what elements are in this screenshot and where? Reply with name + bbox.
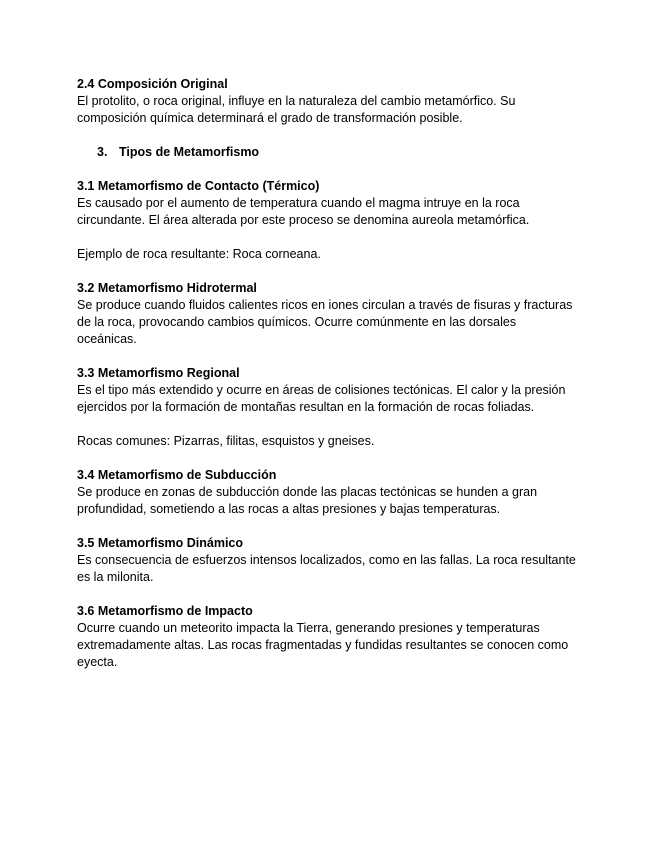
section-3-1 (77, 178, 577, 263)
section-heading: 3.5 Metamorfismo Dinámico (77, 536, 244, 550)
section-paragraph: Es consecuencia de esfuerzos intensos localizados, como en las fallas. La roca resultante es la milonita. (77, 553, 576, 584)
section-3-5 (77, 535, 577, 586)
section-paragraph: Ejemplo de roca resultante: Roca corneana. (77, 247, 321, 261)
section-paragraph: Rocas comunes: Pizarras, filitas, esquistos y gneises. (77, 434, 375, 448)
section-paragraph: El protolito, o roca original, influye en la naturaleza del cambio metamórfico. Su composición química determinará el grado de transformación posible. (77, 94, 516, 125)
section-heading: 3.1 Metamorfismo de Contacto (Térmico) (77, 179, 320, 193)
section-heading: 2.4 Composición Original (77, 77, 228, 91)
section-paragraph: Ocurre cuando un meteorito impacta la Tierra, generando presiones y temperaturas extremadamente altas. Las rocas fragmentadas y fundidas resultantes se conocen como eyecta. (77, 621, 569, 669)
section-paragraph: Se produce en zonas de subducción donde las placas tectónicas se hunden a gran profundidad, sometiendo a las rocas a altas presiones y bajas temperaturas. (77, 485, 538, 516)
section-heading: 3.3 Metamorfismo Regional (77, 366, 240, 380)
section-paragraph: Es el tipo más extendido y ocurre en áreas de colisiones tectónicas. El calor y la presión ejercidos por la formación de montañas resultan en la formación de rocas foliadas. (77, 383, 566, 414)
section-3-4 (77, 467, 577, 518)
section-3-3 (77, 365, 577, 450)
major-heading-3 (77, 144, 577, 161)
major-heading-number: 3. (97, 145, 108, 159)
section-heading: 3.6 Metamorfismo de Impacto (77, 604, 253, 618)
section-paragraph: Es causado por el aumento de temperatura cuando el magma intruye en la roca circundante. El área alterada por este proceso se denomina aureola metamórfica. (77, 196, 530, 227)
section-2-4 (77, 76, 577, 127)
section-heading: 3.2 Metamorfismo Hidrotermal (77, 281, 257, 295)
section-3-2 (77, 280, 577, 348)
section-3-6 (77, 603, 577, 671)
section-paragraph: Se produce cuando fluidos calientes ricos en iones circulan a través de fisuras y fracturas de la roca, provocando cambios químicos. Ocurre comúnmente en las dorsales oceánicas. (77, 298, 573, 346)
section-heading: 3.4 Metamorfismo de Subducción (77, 468, 277, 482)
major-heading-title: Tipos de Metamorfismo (119, 145, 260, 159)
document-page (77, 76, 577, 688)
